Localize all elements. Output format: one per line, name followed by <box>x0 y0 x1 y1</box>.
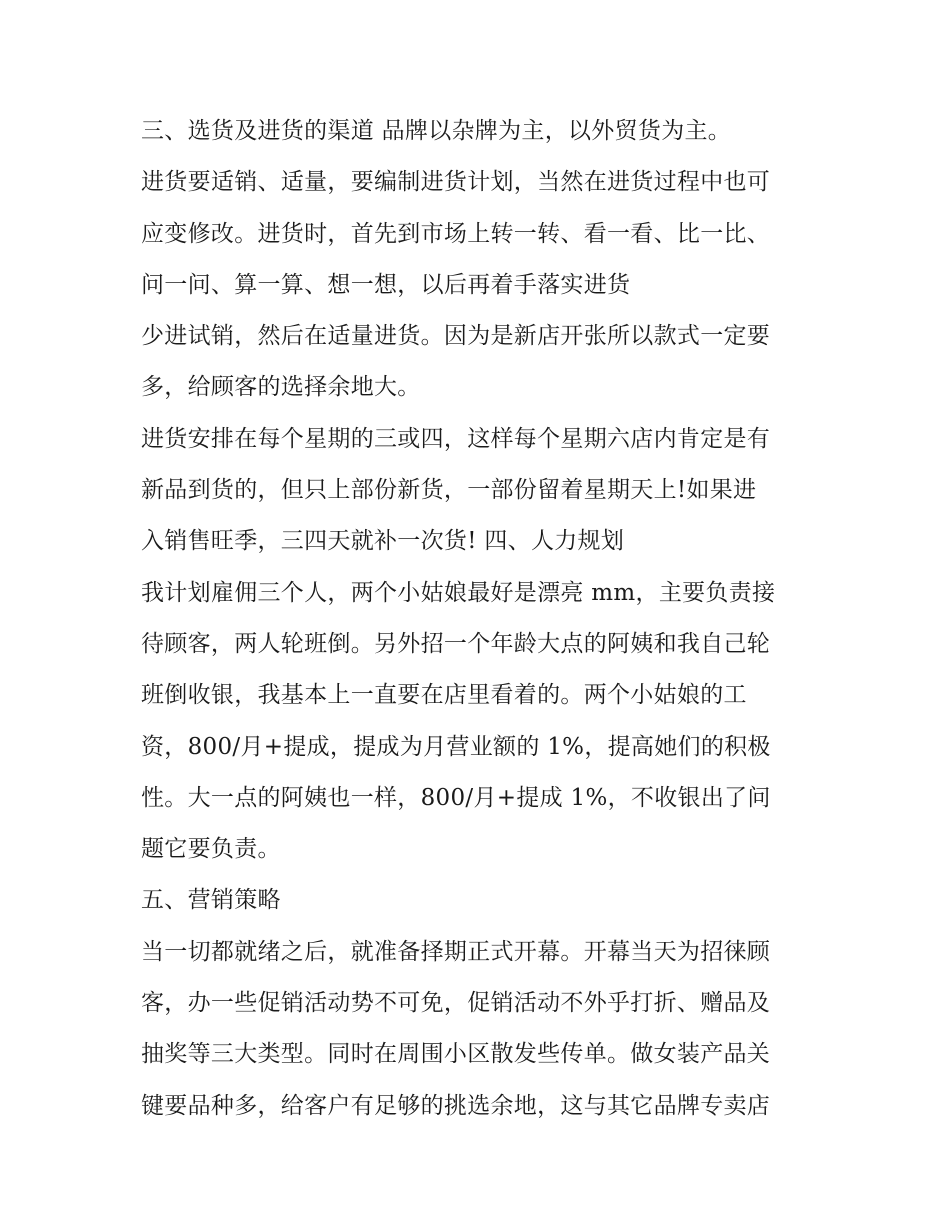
text-line: 应变修改。进货时，首先到市场上转一转、看一看、比一比、 <box>141 220 771 247</box>
text-line: 当一切都就绪之后，就准备择期正式开幕。开幕当天为招徕顾 <box>141 938 771 965</box>
text-line: 班倒收银，我基本上一直要在店里看着的。两个小姑娘的工 <box>141 682 747 709</box>
text-line: 三、选货及进货的渠道 品牌以杂牌为主，以外贸货为主。 <box>141 118 732 144</box>
text-line: 性。大一点的阿姨也一样，800/月+提成 1%，不收银出了问 <box>141 784 771 811</box>
text-line: 抽奖等三大类型。同时在周围小区散发些传单。做女装产品关 <box>141 1041 771 1068</box>
text-line: 新品到货的，但只上部份新货，一部份留着星期天上!如果进 <box>141 477 757 504</box>
text-line: 进货要适销、适量，要编制进货计划，当然在进货过程中也可 <box>141 169 771 196</box>
text-line: 题它要负责。 <box>141 836 281 863</box>
document-body <box>141 106 821 1132</box>
text-line: 我计划雇佣三个人，两个小姑娘最好是漂亮 mm，主要负责接 <box>141 579 776 606</box>
text-line: 入销售旺季，三四天就补一次货! 四、人力规划 <box>141 528 625 555</box>
text-line: 键要品种多，给客户有足够的挑选余地，这与其它品牌专卖店 <box>141 1092 771 1119</box>
text-line: 多，给顾客的选择余地大。 <box>141 374 421 401</box>
section-heading: 五、营销策略 <box>141 887 281 914</box>
text-line: 资，800/月+提成，提成为月营业额的 1%，提高她们的积极 <box>141 733 771 760</box>
text-line: 客，办一些促销活动势不可免，促销活动不外乎打折、赠品及 <box>141 990 771 1017</box>
text-line: 待顾客，两人轮班倒。另外招一个年龄大点的阿姨和我自己轮 <box>141 630 771 657</box>
text-line: 少进试销，然后在适量进货。因为是新店开张所以款式一定要 <box>141 323 771 350</box>
text-line: 进货安排在每个星期的三或四，这样每个星期六店内肯定是有 <box>141 425 771 452</box>
text-line: 问一问、算一算、想一想，以后再着手落实进货 <box>141 271 631 298</box>
